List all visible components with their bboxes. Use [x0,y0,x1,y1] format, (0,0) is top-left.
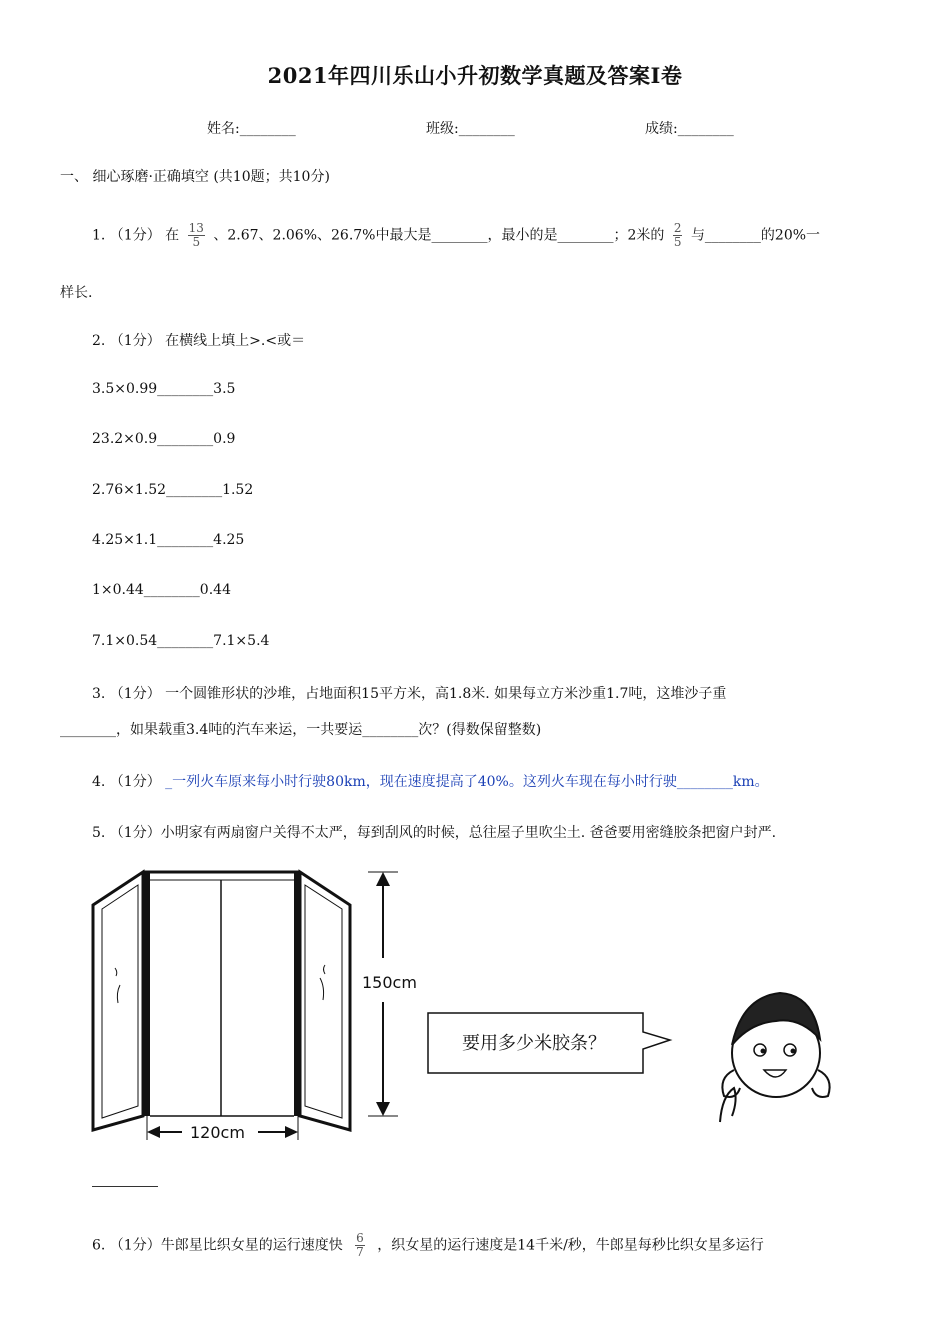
frac-num: 6 [356,1231,364,1245]
q1-part-a: 1. （1分） 在 [92,227,180,244]
window-left-frame [143,872,150,1116]
question-2-stem: 2. （1分） 在横线上填上>.<或＝ [92,333,306,349]
question-1 [92,222,820,249]
q4-prefix: 4. （1分） [92,774,161,790]
q2-item: 7.1×0.54________7.1×5.4 [92,633,270,649]
q6-part-b: ，织女星的运行速度是14千米/秒，牛郎星每秒比织女星多运行 [377,1237,764,1254]
q2-item: 23.2×0.9________0.9 [92,431,236,447]
window-right-frame [294,872,301,1116]
window-figure [80,860,910,1150]
speech-text: 要用多少米胶条？ [462,1033,606,1054]
question-6 [92,1232,764,1259]
q2-item: 2.76×1.52________1.52 [92,482,254,498]
question-4 [92,771,769,791]
page-title: 2021年四川乐山小升初数学真题及答案I卷 [267,63,683,88]
frac-den: 5 [192,235,201,249]
height-arrowhead-bottom [376,1102,390,1116]
fraction-13-5 [188,222,205,249]
left-pane-inner [102,885,138,1118]
frac-num: 2 [673,221,682,235]
q2-item: 3.5×0.99________3.5 [92,381,236,397]
section-heading: 一、 细心琢磨·正确填空 (共10题；共10分) [60,169,330,185]
q1-continuation: 样长. [60,285,93,301]
girl-mouth [764,1070,786,1077]
q1-part-c: 与________的20%一 [690,227,821,244]
left-glint-mark [115,968,120,1003]
fraction-6-7 [355,1232,365,1259]
fraction-2-5 [673,222,683,249]
frac-num: 13 [188,221,204,235]
class-field: 班级:________ [426,121,515,137]
q1-part-b: 、2.67、2.06%、26.7%中最大是________，最小的是________；2米的 [213,227,665,244]
name-field: 姓名:________ [207,121,296,137]
girl-right-pupil [791,1049,796,1054]
girl-left-pupil [761,1049,766,1054]
q2-item: 4.25×1.1________4.25 [92,532,245,548]
right-pane-inner [305,885,342,1118]
frac-den: 7 [356,1245,364,1259]
answer-blank [92,1186,158,1187]
width-arrowhead-left [147,1126,160,1138]
q2-item: 1×0.44________0.44 [92,582,231,598]
width-arrowhead-right [285,1126,298,1138]
height-arrowhead-top [376,872,390,886]
question-3: 3. （1分） 一个圆锥形状的沙堆，占地面积15平方米，高1.8米. 如果每立方米沙重1.7吨，这堆沙子重 [92,686,727,702]
height-label: 150cm [362,973,417,992]
q6-part-a: 6. （1分）牛郎星比织女星的运行速度快 [92,1237,343,1254]
q3-continuation: ________，如果载重3.4吨的汽车来运，一共要运________次？(得数保留整数) [60,722,542,738]
q4-text: _一列火车原来每小时行驶80km，现在速度提高了40%。这列火车现在每小时行驶________km。 [165,774,769,790]
right-glint-mark [320,965,325,1000]
question-5: 5. （1分）小明家有两扇窗户关得不太严，每到刮风的时候，总往屋子里吹尘土. 爸爸要用密缝胶条把窗户封严. [92,825,777,841]
score-field: 成绩:________ [645,121,734,137]
girl-hair [732,993,820,1045]
frac-den: 5 [673,235,682,249]
width-label: 120cm [190,1123,245,1142]
